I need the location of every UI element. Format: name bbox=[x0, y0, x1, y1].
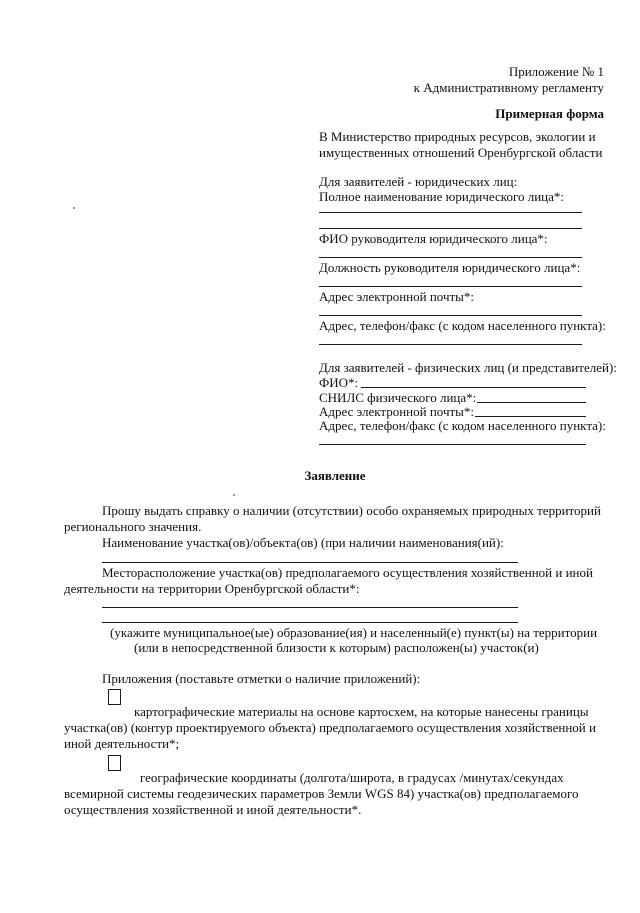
location-hint-line-1: (укажите муниципальное(ые) образование(ия) и населенный(е) пункт(ы) на территории bbox=[110, 625, 598, 640]
legal-full-name-line-2[interactable] bbox=[319, 228, 582, 229]
legal-full-name-label: Полное наименование юридического лица*: bbox=[319, 189, 564, 204]
scan-speck bbox=[73, 207, 75, 209]
individual-fio-line[interactable] bbox=[361, 387, 586, 388]
individual-email-label: Адрес электронной почты*: bbox=[319, 404, 475, 419]
legal-address-label: Адрес, телефон/факс (с кодом населенного пункта): bbox=[319, 318, 606, 333]
legal-address-line[interactable] bbox=[319, 344, 582, 345]
regulation-reference: к Административному регламенту bbox=[413, 80, 604, 95]
legal-position-line[interactable] bbox=[319, 286, 582, 287]
location-line-2: деятельности на территории Оренбургской области*: bbox=[64, 581, 360, 596]
individual-fio-label: ФИО*: bbox=[319, 375, 359, 390]
addressee-line-2: имущественных отношений Оренбургской области bbox=[319, 145, 603, 160]
scan-speck bbox=[233, 494, 235, 496]
legal-head-name-label: ФИО руководителя юридического лица*: bbox=[319, 231, 548, 246]
legal-full-name-line-1[interactable] bbox=[319, 212, 582, 213]
attachment-maps-line-2: участка(ов) (контур проектируемого объекта) предполагаемого осуществления хозяйственной и bbox=[64, 720, 596, 735]
legal-email-line[interactable] bbox=[319, 315, 582, 316]
individual-email-line[interactable] bbox=[475, 416, 586, 417]
individual-address-label: Адрес, телефон/факс (с кодом населенного пункта): bbox=[319, 418, 606, 433]
legal-head-name-line[interactable] bbox=[319, 257, 582, 258]
statement-title: Заявление bbox=[304, 468, 366, 483]
individual-heading: Для заявителей - физических лиц (и представителей): bbox=[319, 360, 617, 375]
attachment-maps-checkbox[interactable] bbox=[108, 689, 121, 705]
individual-snils-label: СНИЛС физического лица*: bbox=[319, 390, 477, 405]
request-line-1: Прошу выдать справку о наличии (отсутствии) особо охраняемых природных территорий bbox=[102, 503, 601, 518]
legal-entity-heading: Для заявителей - юридических лиц: bbox=[319, 174, 518, 189]
legal-email-label: Адрес электронной почты*: bbox=[319, 289, 475, 304]
individual-address-line[interactable] bbox=[319, 444, 586, 445]
location-line-input-2[interactable] bbox=[102, 622, 518, 623]
appendix-number: Приложение № 1 bbox=[508, 64, 604, 79]
attachment-maps-line-3: иной деятельности*; bbox=[64, 736, 180, 751]
location-hint-line-2: (или в непосредственной близости к которым) расположен(ы) участок(и) bbox=[134, 640, 539, 655]
plot-name-line[interactable] bbox=[102, 562, 518, 563]
plot-name-label: Наименование участка(ов)/объекта(ов) (при наличии наименования(ий): bbox=[102, 535, 504, 550]
attachment-coordinates-line-2: всемирной системы геодезических параметров Земли WGS 84) участка(ов) предполагаемого bbox=[64, 786, 579, 801]
location-line-1: Месторасположение участка(ов) предполагаемого осуществления хозяйственной и иной bbox=[102, 565, 593, 580]
attachment-maps-line-1: картографические материалы на основе картосхем, на которые нанесены границы bbox=[134, 704, 589, 719]
form-title: Примерная форма bbox=[495, 106, 604, 121]
addressee-line-1: В Министерство природных ресурсов, экологии и bbox=[319, 129, 596, 144]
location-line-input-1[interactable] bbox=[102, 607, 518, 608]
attachments-heading: Приложения (поставьте отметки о наличие приложений): bbox=[102, 671, 421, 686]
request-line-2: регионального значения. bbox=[64, 519, 202, 534]
legal-position-label: Должность руководителя юридического лица*: bbox=[319, 260, 581, 275]
individual-snils-line[interactable] bbox=[477, 402, 586, 403]
attachment-coordinates-line-3: осуществления хозяйственной и иной деятельности*. bbox=[64, 802, 362, 817]
attachment-coordinates-line-1: географические координаты (долгота/широта, в градусах /минутах/секундах bbox=[140, 770, 564, 785]
attachment-coordinates-checkbox[interactable] bbox=[108, 755, 121, 771]
